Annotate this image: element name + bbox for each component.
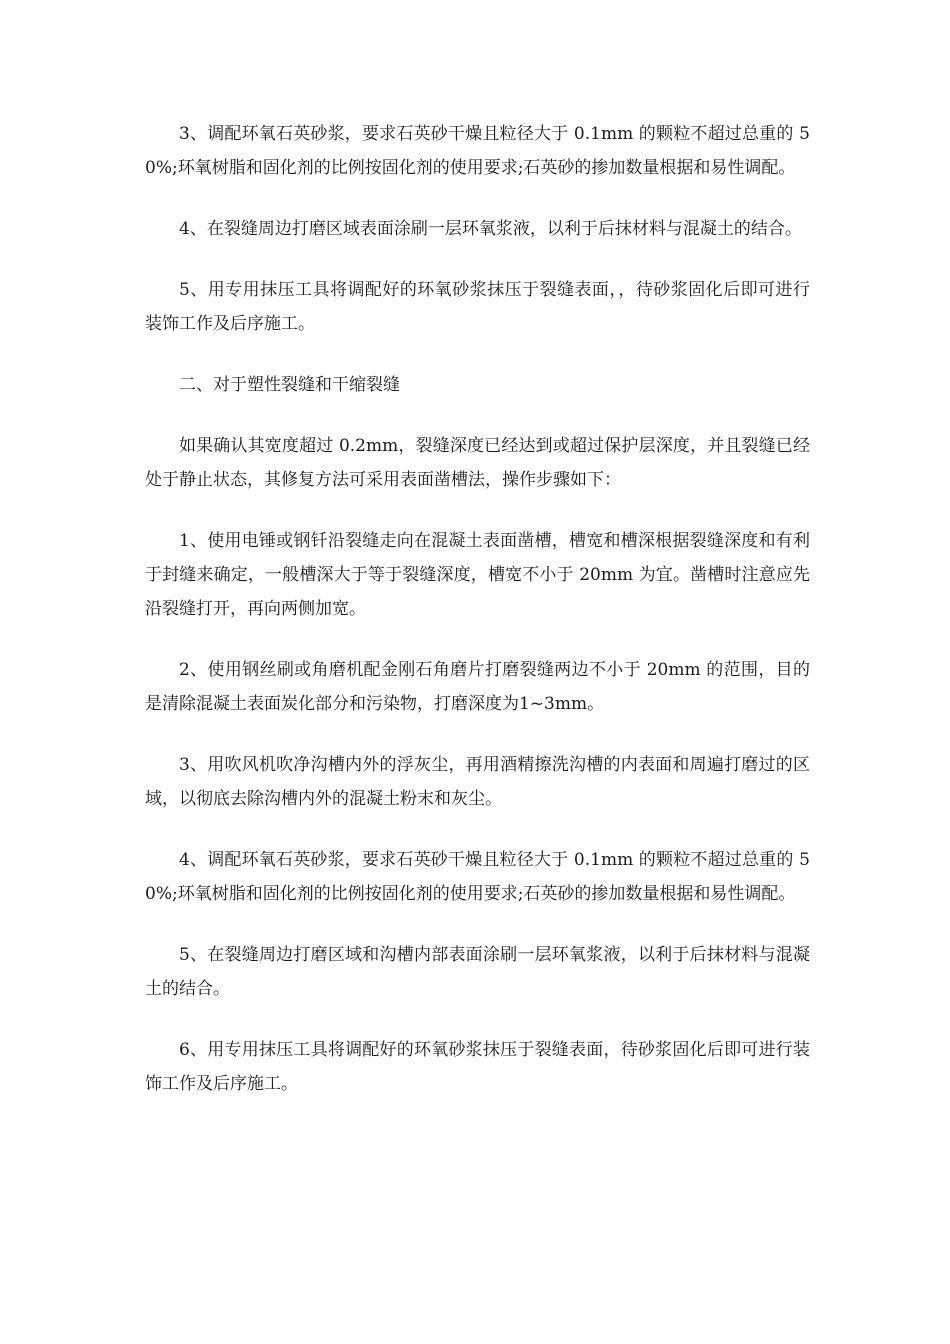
paragraph-step-4-mix-mortar: 4、调配环氧石英砂浆，要求石英砂干燥且粒径大于 0.1mm 的颗粒不超过总重的 50%;环氧树脂和固化剂的比例按固化剂的使用要求;石英砂的掺加数量根据和易性调配。 [145,850,810,904]
paragraph-step-5-apply-slurry: 5、在裂缝周边打磨区域和沟槽内部表面涂刷一层环氧浆液，以利于后抹材料与混凝土的结合。 [145,945,810,999]
section-heading-plastic-shrinkage-cracks: 二、对于塑性裂缝和干缩裂缝 [179,375,400,395]
paragraph-step-3-clean-dust: 3、用吹风机吹净沟槽内外的浮灰尘，再用酒精擦洗沟槽的内表面和周遍打磨过的区域，以彻底去除沟槽内外的混凝土粉末和灰尘。 [145,755,810,809]
paragraph-step-4-apply-slurry: 4、在裂缝周边打磨区域表面涂刷一层环氧浆液，以利于后抹材料与混凝土的结合。 [179,219,802,239]
paragraph-step-5-press-mortar: 5、用专用抹压工具将调配好的环氧砂浆抹压于裂缝表面，，待砂浆固化后即可进行装饰工作及后序施工。 [145,280,810,334]
paragraph-step-2-grind-edges: 2、使用钢丝刷或角磨机配金刚石角磨片打磨裂缝两边不小于 20mm 的范围，目的是清除混凝土表面炭化部分和污染物，打磨深度为1~3mm。 [145,660,810,714]
paragraph-step-1-cut-groove: 1、使用电锤或钢钎沿裂缝走向在混凝土表面凿槽，槽宽和槽深根据裂缝深度和有利于封缝来确定，一般槽深大于等于裂缝深度，槽宽不小于 20mm 为宜。凿槽时注意应先沿裂缝打开，再向两侧加宽。 [145,531,810,619]
document-body [145,117,810,1101]
paragraph-intro-groove-method: 如果确认其宽度超过 0.2mm，裂缝深度已经达到或超过保护层深度，并且裂缝已经处于静止状态，其修复方法可采用表面凿槽法，操作步骤如下： [145,436,810,490]
paragraph-step-6-press-mortar: 6、用专用抹压工具将调配好的环氧砂浆抹压于裂缝表面，待砂浆固化后即可进行装饰工作及后序施工。 [145,1040,810,1094]
paragraph-step-3-mix-mortar: 3、调配环氧石英砂浆，要求石英砂干燥且粒径大于 0.1mm 的颗粒不超过总重的 50%;环氧树脂和固化剂的比例按固化剂的使用要求;石英砂的掺加数量根据和易性调配。 [145,124,810,178]
